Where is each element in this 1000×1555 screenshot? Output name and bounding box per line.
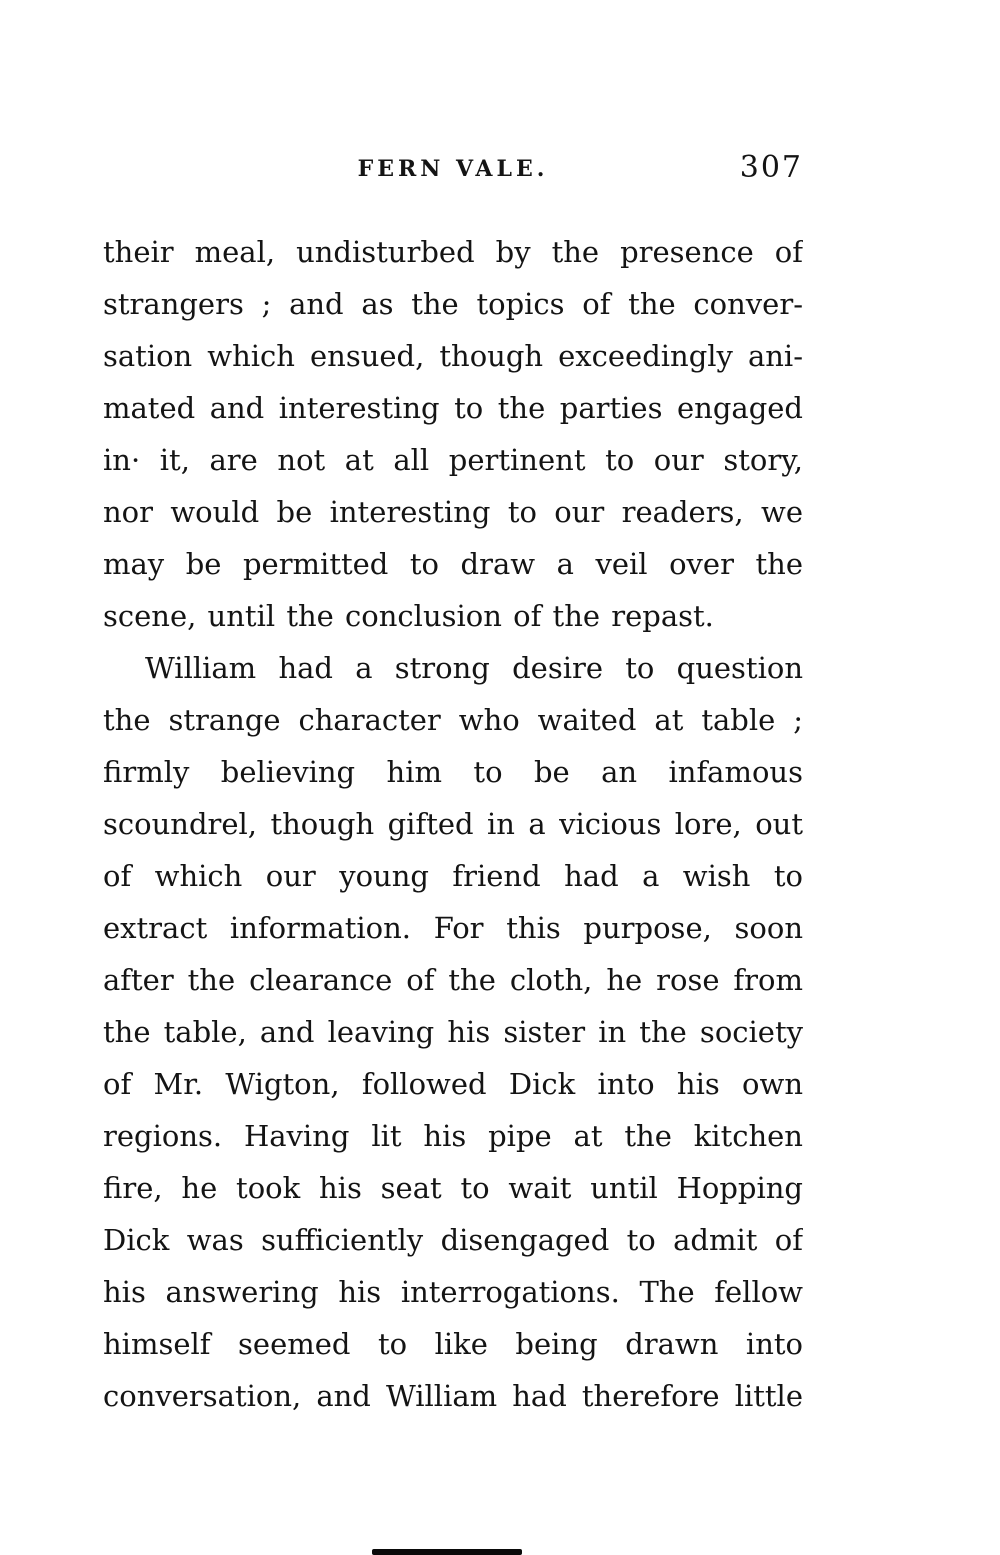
body-text xyxy=(103,226,803,1422)
scan-artifact-mark xyxy=(372,1549,522,1555)
text-line: Dick was sufficiently disengaged to admit of xyxy=(103,1223,803,1257)
text-line: conversation, and William had therefore little xyxy=(103,1379,803,1413)
page-number: 307 xyxy=(739,150,803,185)
text-line: scoundrel, though gifted in a vicious lore, out xyxy=(103,807,803,841)
text-line: his answering his interrogations. The fellow xyxy=(103,1275,803,1309)
text-line: of Mr. Wigton, followed Dick into his own xyxy=(103,1067,803,1101)
text-line: the table, and leaving his sister in the society xyxy=(103,1015,803,1049)
text-line: after the clearance of the cloth, he rose from xyxy=(103,963,803,997)
text-line: their meal, undisturbed by the presence of xyxy=(103,235,803,269)
text-line: mated and interesting to the parties engaged xyxy=(103,391,803,425)
text-line: nor would be interesting to our readers, we xyxy=(103,495,803,529)
text-line: extract information. For this purpose, soon xyxy=(103,911,803,945)
text-line: fire, he took his seat to wait until Hopping xyxy=(103,1171,803,1205)
text-line: of which our young friend had a wish to xyxy=(103,859,803,893)
text-line: the strange character who waited at table ; xyxy=(103,703,803,737)
text-line: himself seemed to like being drawn into xyxy=(103,1327,803,1361)
text-line: firmly believing him to be an infamous xyxy=(103,755,803,789)
text-line: scene, until the conclusion of the repast. xyxy=(103,599,714,633)
text-line: William had a strong desire to question xyxy=(145,651,803,685)
text-line: regions. Having lit his pipe at the kitchen xyxy=(103,1119,803,1153)
text-line: strangers ; and as the topics of the conver- xyxy=(103,287,803,321)
text-line: sation which ensued, though exceedingly ani- xyxy=(103,339,803,373)
page-header xyxy=(103,150,803,190)
text-line: may be permitted to draw a veil over the xyxy=(103,547,803,581)
running-title: FERN VALE. xyxy=(357,156,549,182)
text-line: in· it, are not at all pertinent to our story, xyxy=(103,443,803,477)
